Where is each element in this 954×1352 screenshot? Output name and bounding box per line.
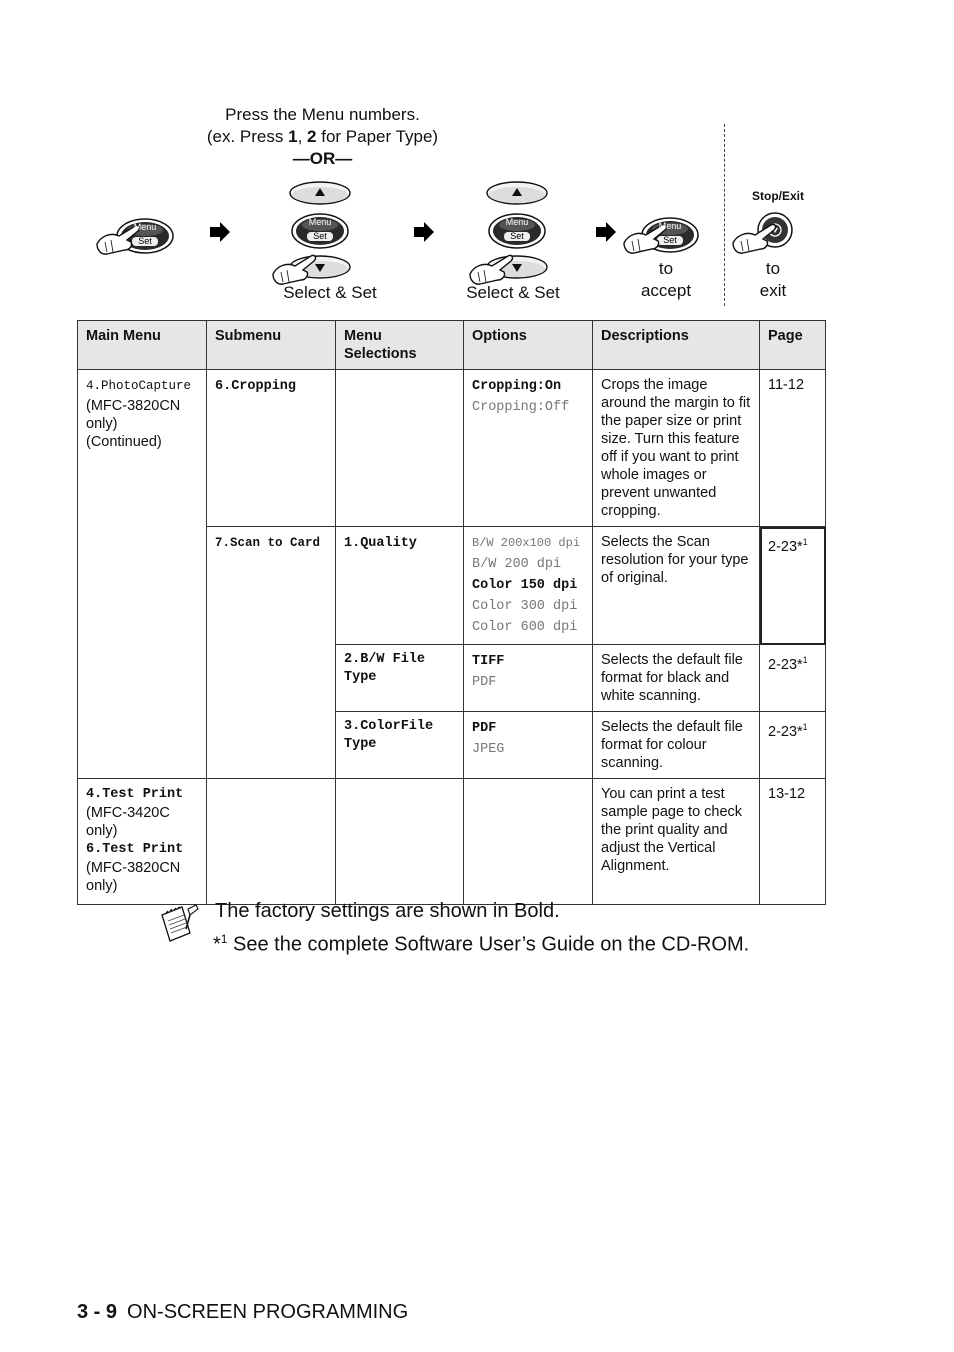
or-separator: —OR—	[292, 149, 353, 168]
up-arrow-button-icon	[290, 182, 350, 204]
menu-label: Menu	[505, 217, 529, 227]
description-cell: You can print a test sample page to check the print quality and adjust the Vertical Alignment.	[593, 779, 760, 905]
table-row	[78, 779, 826, 905]
options-cell: B/W 200x100 dpi B/W 200 dpi Color 150 dpi Color 300 dpi Color 600 dpi	[464, 527, 593, 645]
section-title: ON-SCREEN PROGRAMMING	[127, 1301, 409, 1323]
header-main-menu: Main Menu	[78, 321, 207, 370]
divider-dashed	[724, 124, 725, 306]
menu-label: Menu	[658, 221, 682, 231]
selection-cell: 3.ColorFile Type	[336, 712, 464, 779]
submenu-cell	[207, 779, 336, 905]
selection-cell	[336, 370, 464, 527]
page-cell: 11-12	[760, 370, 826, 527]
instruction-line2: (ex. Press 1, 2 for Paper Type)	[206, 127, 439, 146]
page-cell: 2-23*$^1$	[760, 712, 826, 779]
instruction-line1: Press the Menu numbers.	[225, 105, 420, 124]
note-pad-icon	[158, 903, 200, 943]
header-descriptions: Descriptions	[593, 321, 760, 370]
main-menu-cell: 4.PhotoCapture (MFC-3820CN only) (Continued)	[78, 370, 207, 779]
page-cell: 13-12	[760, 779, 826, 905]
exit-caption: to exit	[759, 259, 787, 300]
options-cell: PDF JPEG	[464, 712, 593, 779]
menu-label: Menu	[133, 222, 157, 232]
selection-cell: 1.Quality	[336, 527, 464, 645]
page-number: 3 - 9	[77, 1301, 118, 1323]
right-arrow-icon	[596, 222, 616, 242]
options-cell: Cropping:On Cropping:Off	[464, 370, 593, 527]
header-menu-selections: Menu Selections	[336, 321, 464, 370]
selection-cell	[336, 779, 464, 905]
header-options: Options	[464, 321, 593, 370]
menu-label: Menu	[308, 217, 332, 227]
up-arrow-button-icon	[487, 182, 547, 204]
set-label: Set	[138, 236, 152, 246]
description-cell: Selects the Scan resolution for your type of original.	[593, 527, 760, 645]
set-label: Set	[510, 231, 524, 241]
selection-cell: 2.B/W File Type	[336, 645, 464, 712]
set-label: Set	[313, 231, 327, 241]
stop-exit-label: Stop/Exit	[752, 189, 805, 203]
select-set-caption: Select & Set	[283, 283, 377, 302]
header-page: Page	[760, 321, 826, 370]
page-cell: 2-23*$^1$	[760, 645, 826, 712]
options-cell: TIFF PDF	[464, 645, 593, 712]
submenu-cell: 6.Cropping	[207, 370, 336, 527]
description-cell: Crops the image around the margin to fit the paper size or print size. Turn this feature off if you want to print whole images or prevent unwanted cropping.	[593, 370, 760, 527]
table-row	[78, 370, 826, 527]
description-cell: Selects the default file format for colour scanning.	[593, 712, 760, 779]
description-cell: Selects the default file format for black and white scanning.	[593, 645, 760, 712]
submenu-cell: 7.Scan to Card	[207, 527, 336, 779]
select-set-caption: Select & Set	[466, 283, 560, 302]
right-arrow-icon	[414, 222, 434, 242]
set-label: Set	[663, 235, 677, 245]
menu-diagram	[0, 0, 954, 320]
page-cell: 2-23*$^1$	[760, 527, 826, 645]
table-header-row	[78, 321, 826, 370]
note-factory-settings: The factory settings are shown in Bold.	[215, 900, 560, 922]
right-arrow-icon	[210, 222, 230, 242]
menu-table	[77, 320, 826, 905]
note-footnote: *$^1$ See the complete Software User’s Guide on the CD-ROM.	[213, 932, 750, 956]
page-footer	[77, 1298, 408, 1326]
options-cell	[464, 779, 593, 905]
accept-caption: to accept	[640, 259, 692, 300]
header-submenu: Submenu	[207, 321, 336, 370]
main-menu-cell: 4.Test Print (MFC-3420C only) 6.Test Print (MFC-3820CN only)	[78, 779, 207, 905]
